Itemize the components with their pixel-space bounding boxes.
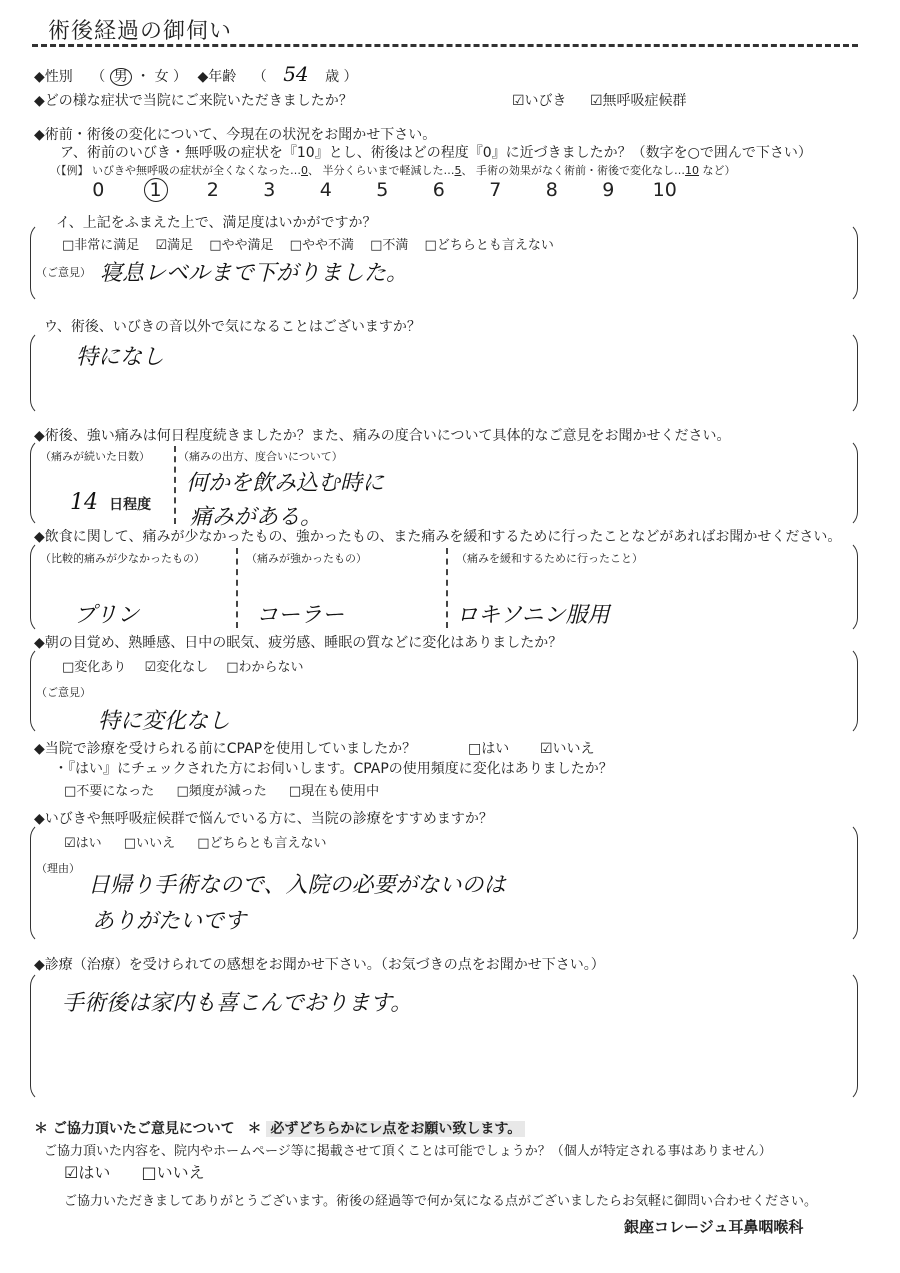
symptom-question: ◆どの様な症状で当院にご来院いただきましたか？	[34, 93, 353, 109]
scale-0[interactable]: 0	[92, 179, 105, 201]
consent-thanks: ご協力いただきましてありがとうございます。術後の経過等で何か気になる点がございましたらお気軽に御問い合わせください。	[64, 1194, 817, 1209]
sex-dot: ・	[136, 69, 151, 85]
sex-label: ◆性別	[34, 69, 73, 85]
scale-4[interactable]: 4	[319, 179, 332, 201]
scale-9[interactable]: 9	[602, 179, 615, 201]
cpap-not-needed[interactable]: □不要になった	[64, 784, 155, 799]
example-c: 、 手術の効果がなく術前・術後で変化なし…	[461, 164, 685, 177]
food-divider-1	[236, 548, 238, 628]
impression-answer[interactable]: 手術後は家内も喜こんでおります。	[62, 991, 413, 1016]
recommend-answer-line2[interactable]: ありがたいです	[92, 909, 247, 934]
pain-degree-line2[interactable]: 痛みがある。	[190, 505, 323, 530]
cpap-followup-options	[64, 780, 379, 799]
pain-divider	[174, 446, 176, 524]
pain-days-label: （痛みが続いた日数）	[40, 450, 150, 463]
food-divider-2	[446, 548, 448, 628]
cpap-no-checkbox[interactable]: ☑いいえ	[540, 741, 595, 757]
recommend-yes[interactable]: ☑はい	[64, 836, 102, 851]
sex-row	[34, 62, 358, 86]
other-question: ウ、術後、いびきの音以外で気になることはございますか？	[44, 319, 421, 335]
sleep-opinion-label: （ご意見）	[36, 686, 91, 699]
cpap-still-using[interactable]: □現在も使用中	[288, 784, 380, 799]
food-col1-label: （比較的痛みが少なかったもの）	[40, 552, 205, 565]
change-question: ◆術前・術後の変化について、今現在の状況をお聞かせ下さい。	[34, 127, 437, 143]
change-example	[50, 162, 736, 178]
pain-days-value[interactable]: 14	[70, 490, 98, 515]
consent-emphasis: 必ずどちらかにレ点をお願い致します。	[266, 1121, 525, 1137]
scale-3[interactable]: 3	[263, 179, 276, 201]
recommend-options	[64, 832, 327, 851]
example-end: など）	[699, 164, 736, 177]
food-question: ◆飲食に関して、痛みが少なかったもの、強かったもの、また痛みを緩和するために行ったことなどがあればお聞かせください。	[34, 529, 842, 545]
pain-question: ◆術後、強い痛みは何日程度続きましたか？また、痛みの度合いについて具体的なご意見をお聞かせください。	[34, 428, 731, 444]
pain-days-unit: 日程度	[109, 497, 152, 513]
scale-6[interactable]: 6	[432, 179, 445, 201]
sex-open: （	[91, 69, 106, 85]
age-open: （	[252, 69, 267, 85]
cpap-reduced[interactable]: □頻度が減った	[176, 784, 267, 799]
satisfaction-options	[62, 234, 554, 253]
pain-degree-label: （痛みの出方、度合いについて）	[178, 450, 343, 463]
sleep-options	[62, 656, 304, 675]
change-scale	[70, 178, 693, 202]
change-subquestion: ア、術前のいびき・無呼吸の症状を『10』とし、術後はどの程度『0』に近づきましたか？（数字を○で囲んで下さい）	[60, 145, 812, 161]
food-col3-answer[interactable]: ロキソニン服用	[456, 603, 610, 628]
sex-female-option[interactable]: 女	[154, 69, 169, 85]
pain-degree-line1[interactable]: 何かを飲み込む時に	[186, 471, 385, 496]
page-title: 術後経過の御伺い	[48, 19, 233, 44]
pain-box	[30, 438, 858, 528]
sleep-answer[interactable]: 特に変化なし	[98, 709, 231, 734]
recommend-no[interactable]: □いいえ	[123, 836, 176, 851]
recommend-answer-line1[interactable]: 日帰り手術なので、入院の必要がないのは	[88, 873, 506, 898]
consent-options	[64, 1160, 205, 1183]
age-value[interactable]: 54	[283, 62, 309, 86]
example-c-num: 10	[685, 164, 699, 177]
sat-somewhat-dissatisfied[interactable]: □やや不満	[289, 238, 354, 253]
scale-7[interactable]: 7	[489, 179, 502, 201]
scale-1-selected[interactable]: 1	[144, 178, 168, 202]
food-col1-answer[interactable]: プリン	[74, 603, 140, 628]
recommend-neither[interactable]: □どちらとも言えない	[197, 836, 327, 851]
food-col2-answer[interactable]: コーラー	[256, 603, 345, 628]
example-a-num: 0	[301, 164, 308, 177]
satisfaction-question: イ、上記をふまえた上で、満足度はいかがですか？	[56, 215, 377, 231]
satisfaction-answer[interactable]: 寝息レベルまで下がりました。	[100, 261, 409, 286]
food-col3-label: （痛みを緩和するために行ったこと）	[456, 552, 643, 565]
cpap-yes-checkbox[interactable]: □はい	[468, 741, 510, 757]
sleep-question: ◆朝の目覚め、熟睡感、日中の眠気、疲労感、睡眠の質などに変化はありましたか？	[34, 635, 563, 651]
symptom-apnea-checkbox[interactable]: ☑無呼吸症候群	[590, 93, 687, 109]
consent-heading	[34, 1118, 525, 1138]
recommend-question: ◆いびきや無呼吸症候群で悩んでいる方に、当院の診療をすすめますか？	[34, 811, 493, 827]
cpap-followup-question: ・『はい』にチェックされた方にお伺いします。CPAPの使用頻度に変化はありましたか？	[54, 761, 613, 777]
consent-question: ご協力頂いた内容を、院内やホームページ等に掲載させて頂くことは可能でしょうか？（個人が特定される事はありません）	[44, 1144, 772, 1159]
consent-yes[interactable]: ☑はい	[64, 1163, 111, 1182]
symptom-snoring-checkbox[interactable]: ☑いびき	[512, 93, 567, 109]
scale-10[interactable]: 10	[652, 179, 677, 201]
example-b: 、 半分くらいまで軽減した…	[308, 164, 455, 177]
recommend-reason-label: （理由）	[36, 862, 80, 875]
consent-heading-text: ＊ ご協力頂いたご意見について	[34, 1121, 235, 1137]
example-b-num: 5	[454, 164, 462, 177]
scale-5[interactable]: 5	[376, 179, 389, 201]
pain-days	[70, 490, 151, 515]
cpap-question: ◆当院で診療を受けられる前にCPAPを使用していましたか？	[34, 741, 417, 757]
consent-no[interactable]: □いいえ	[141, 1163, 205, 1182]
food-col2-label: （痛みが強かったもの）	[246, 552, 367, 565]
satisfaction-opinion-label: （ご意見）	[36, 266, 91, 279]
title-divider	[32, 44, 858, 47]
impression-question: ◆診療（治療）を受けられての感想をお聞かせ下さい。（お気づきの点をお聞かせ下さい。）	[34, 957, 605, 973]
sat-somewhat-satisfied[interactable]: □やや満足	[209, 238, 274, 253]
age-label: ◆年齢	[197, 69, 237, 85]
other-answer[interactable]: 特になし	[76, 345, 165, 370]
sat-dissatisfied[interactable]: □不満	[370, 238, 409, 253]
scale-2[interactable]: 2	[206, 179, 219, 201]
age-unit: 歳	[325, 69, 340, 85]
clinic-name: 銀座コレージュ耳鼻咽喉科	[624, 1218, 804, 1236]
sat-very-satisfied[interactable]: □非常に満足	[62, 238, 140, 253]
example-a: （【例】 いびきや無呼吸の症状が全くなくなった…	[50, 164, 301, 177]
scale-8[interactable]: 8	[545, 179, 558, 201]
age-close: ）	[343, 69, 358, 85]
consent-heading-star: ＊	[247, 1121, 262, 1137]
sleep-no-change[interactable]: ☑変化なし	[144, 660, 209, 675]
sat-neither[interactable]: □どちらとも言えない	[424, 238, 554, 253]
sat-satisfied[interactable]: ☑満足	[155, 238, 194, 253]
sleep-changed[interactable]: □変化あり	[62, 660, 127, 675]
sleep-unknown[interactable]: □わからない	[226, 660, 304, 675]
sex-male-option[interactable]: 男	[110, 68, 132, 86]
sex-close: ）	[173, 69, 188, 85]
